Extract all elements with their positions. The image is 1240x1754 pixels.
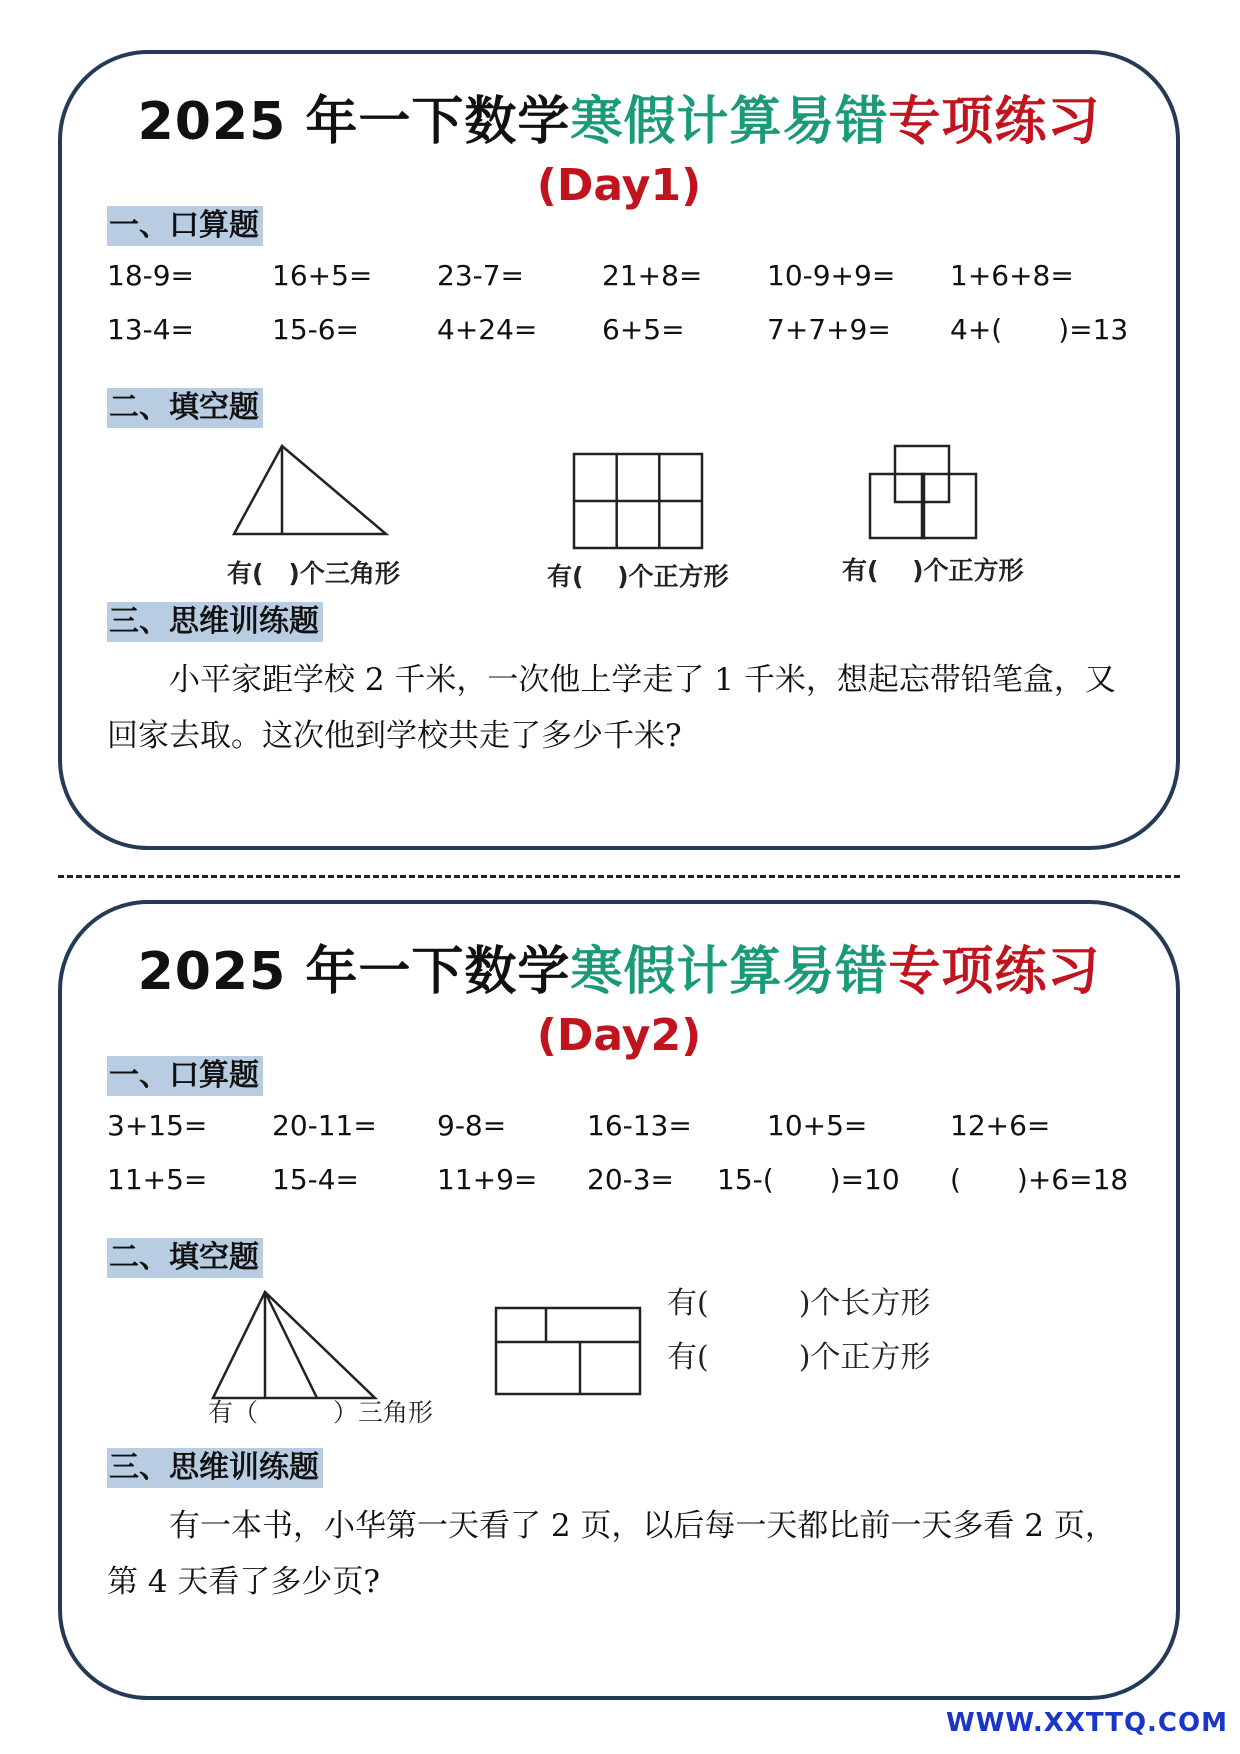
equation: 21+8= <box>602 259 703 292</box>
section-heading-thinking: 三、思维训练题 <box>107 1448 323 1488</box>
figure-caption: 有( )个正方形 <box>547 562 729 591</box>
overlapping-squares-figure <box>868 444 978 542</box>
word-problem: 小平家距学校 2 千米，一次他上学走了 1 千米，想起忘带铅笔盒，又回家去取。这次他到学校共走了多少千米? <box>107 662 1116 754</box>
section-heading-oral: 一、口算题 <box>107 1056 263 1096</box>
triangle-figure <box>230 444 390 539</box>
equation: 3+15= <box>107 1109 208 1142</box>
figure-caption: 有( )个三角形 <box>227 559 400 588</box>
equation: 15-( )=10 <box>717 1163 900 1196</box>
equation: 7+7+9= <box>767 313 891 346</box>
equation: 9-8= <box>437 1109 507 1142</box>
equation: 4+( )=13 <box>950 313 1129 346</box>
figure-caption: 有( )个正方形 <box>667 1340 931 1375</box>
equation: 15-6= <box>272 313 360 346</box>
equation: 6+5= <box>602 313 685 346</box>
dashed-divider <box>58 875 1180 878</box>
equation: 20-3= <box>587 1163 675 1196</box>
equation: 12+6= <box>950 1109 1051 1142</box>
day-label: (Day1) <box>536 160 702 211</box>
equation: 23-7= <box>437 259 525 292</box>
worksheet-day1 <box>58 50 1180 850</box>
equation: 4+24= <box>437 313 538 346</box>
equation: 10+5= <box>767 1109 868 1142</box>
grid-squares-figure <box>572 452 704 550</box>
section-heading-fill: 二、填空题 <box>107 1238 263 1278</box>
equation: 18-9= <box>107 259 195 292</box>
figure-caption: 有( )个长方形 <box>667 1286 931 1321</box>
equation: 13-4= <box>107 313 195 346</box>
section-heading-fill: 二、填空题 <box>107 388 263 428</box>
worksheet-title: 2025 年一下数学寒假计算易错专项练习 <box>137 91 1101 152</box>
worksheet-title: 2025 年一下数学寒假计算易错专项练习 <box>137 941 1101 1002</box>
site-watermark: WWW.XXTTQ.COM <box>946 1708 1228 1738</box>
equation: 16+5= <box>272 259 373 292</box>
worksheet-day2 <box>58 900 1180 1700</box>
equation: 15-4= <box>272 1163 360 1196</box>
rectangle-figure <box>494 1306 642 1396</box>
section-heading-oral: 一、口算题 <box>107 206 263 246</box>
word-problem: 有一本书，小华第一天看了 2 页，以后每一天都比前一天多看 2 页，第 4 天看了多少页? <box>107 1508 1116 1600</box>
equation: ( )+6=18 <box>950 1163 1129 1196</box>
day-label: (Day2) <box>536 1010 702 1061</box>
equation: 10-9+9= <box>767 259 896 292</box>
multi-triangle-figure <box>209 1290 379 1402</box>
equation: 1+6+8= <box>950 259 1074 292</box>
equation: 11+5= <box>107 1163 208 1196</box>
figure-caption: 有( )个正方形 <box>842 556 1024 585</box>
figure-caption: 有（ ）三角形 <box>208 1398 434 1427</box>
equation: 16-13= <box>587 1109 692 1142</box>
equation: 20-11= <box>272 1109 377 1142</box>
section-heading-thinking: 三、思维训练题 <box>107 602 323 642</box>
equation: 11+9= <box>437 1163 538 1196</box>
